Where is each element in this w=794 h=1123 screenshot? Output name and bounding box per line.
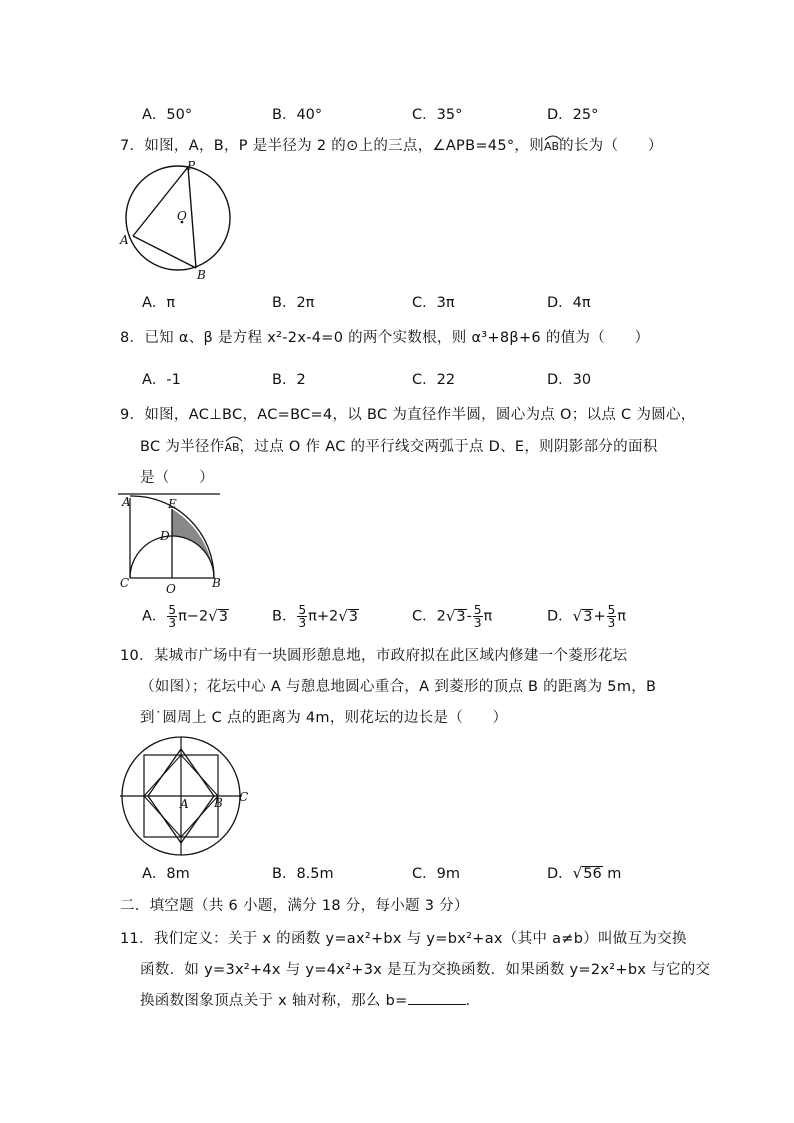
q8-option-d: D．30 — [547, 372, 592, 388]
q9-line3: 是（ ） — [140, 470, 214, 486]
answer-blank[interactable] — [408, 990, 466, 1005]
q8-option-b: B．2 — [272, 372, 306, 388]
label-e: E — [168, 497, 177, 511]
q9-option-b: B． $\frac{5}{3}$ π+2√3 — [272, 603, 358, 630]
section-title: 二．填空题（共 6 小题，满分 18 分，每小题 3 分） — [120, 898, 469, 914]
q6-option-b: B．40° — [272, 107, 323, 123]
q10-line1: 10．某城市广场中有一块圆形憩息地，市政府拟在此区域内修建一个菱形花坛 — [120, 648, 628, 664]
q10-line3: 到˙圆周上 C 点的距离为 4m，则花坛的边长是（ ） — [140, 710, 508, 726]
q10-option-c: C．9m — [412, 866, 460, 882]
q6-option-d: D．25° — [547, 107, 599, 123]
label-o: O — [166, 582, 176, 596]
arc-ab-label: AB — [544, 140, 559, 153]
q7-option-b: B．2π — [272, 295, 315, 311]
label-p: P — [187, 159, 196, 173]
q7-option-d: D．4π — [547, 295, 591, 311]
label-a: A — [122, 495, 131, 509]
q8-stem: 8．已知 α、β 是方程 x²-2x-4=0 的两个实数根，则 α³+8β+6 的值为（ ） — [120, 330, 650, 346]
q8-option-a: A．-1 — [142, 372, 181, 388]
q7-stem: 7．如图，A，B，P 是半径为 2 的⊙上的三点，∠APB=45°，则 AB的长为（ ） — [120, 138, 663, 154]
q6-option-c: C．35° — [412, 107, 463, 123]
label-c: C — [120, 576, 130, 590]
q10-line2: （如图）；花坛中心 A 与憩息地圆心重合，A 到菱形的顶点 B 的距离为 5m，B — [140, 679, 657, 695]
label-d: D — [160, 529, 170, 543]
q10-option-a: A．8m — [142, 866, 190, 882]
q9-line2: BC 为半径作 AB，过点 O 作 AC 的平行线交两弧于点 D、E，则阴影部分的面积 — [140, 439, 658, 455]
q9-option-c: C．2√3- $\frac{5}{3}$ π — [412, 603, 493, 630]
q9-line1: 9．如图，AC⊥BC，AC=BC=4，以 BC 为直径作半圆，圆心为点 O；以点 C 为圆心， — [120, 407, 696, 423]
q8-option-c: C．22 — [412, 372, 456, 388]
q9-option-d: D．√3+ $\frac{5}{3}$ π — [547, 603, 626, 630]
label-a: A — [120, 233, 129, 247]
q11-line3: 换函数图象顶点关于 x 轴对称，那么 b= ． — [140, 989, 480, 1010]
label-o: O — [177, 209, 187, 223]
q9-semicircle-figure — [118, 490, 226, 596]
q6-option-a: A．50° — [142, 107, 193, 123]
q11-line2: 函数．如 y=3x²+4x 与 y=4x²+3x 是互为交换函数．如果函数 y=2x²+bx 与它的交 — [140, 962, 711, 978]
q10-rhombus-figure — [116, 735, 256, 859]
label-a: A — [180, 797, 189, 811]
q10-option-b: B．8.5m — [272, 866, 334, 882]
q9-option-a: A． $\frac{5}{3}$ π−2√3 — [142, 603, 228, 630]
label-c: C — [239, 790, 249, 804]
label-b: B — [197, 268, 206, 280]
arc-ab-label-2: AB — [225, 441, 240, 454]
q7-option-c: C．3π — [412, 295, 455, 311]
label-b: B — [212, 576, 221, 590]
q10-option-d: D．√56 m — [547, 864, 622, 882]
q7-option-a: A．π — [142, 295, 176, 311]
q7-circle-figure — [118, 158, 236, 280]
q11-line1: 11．我们定义：关于 x 的函数 y=ax²+bx 与 y=bx²+ax（其中 a≠b）叫做互为交换 — [120, 931, 687, 947]
label-b: B — [214, 796, 223, 810]
